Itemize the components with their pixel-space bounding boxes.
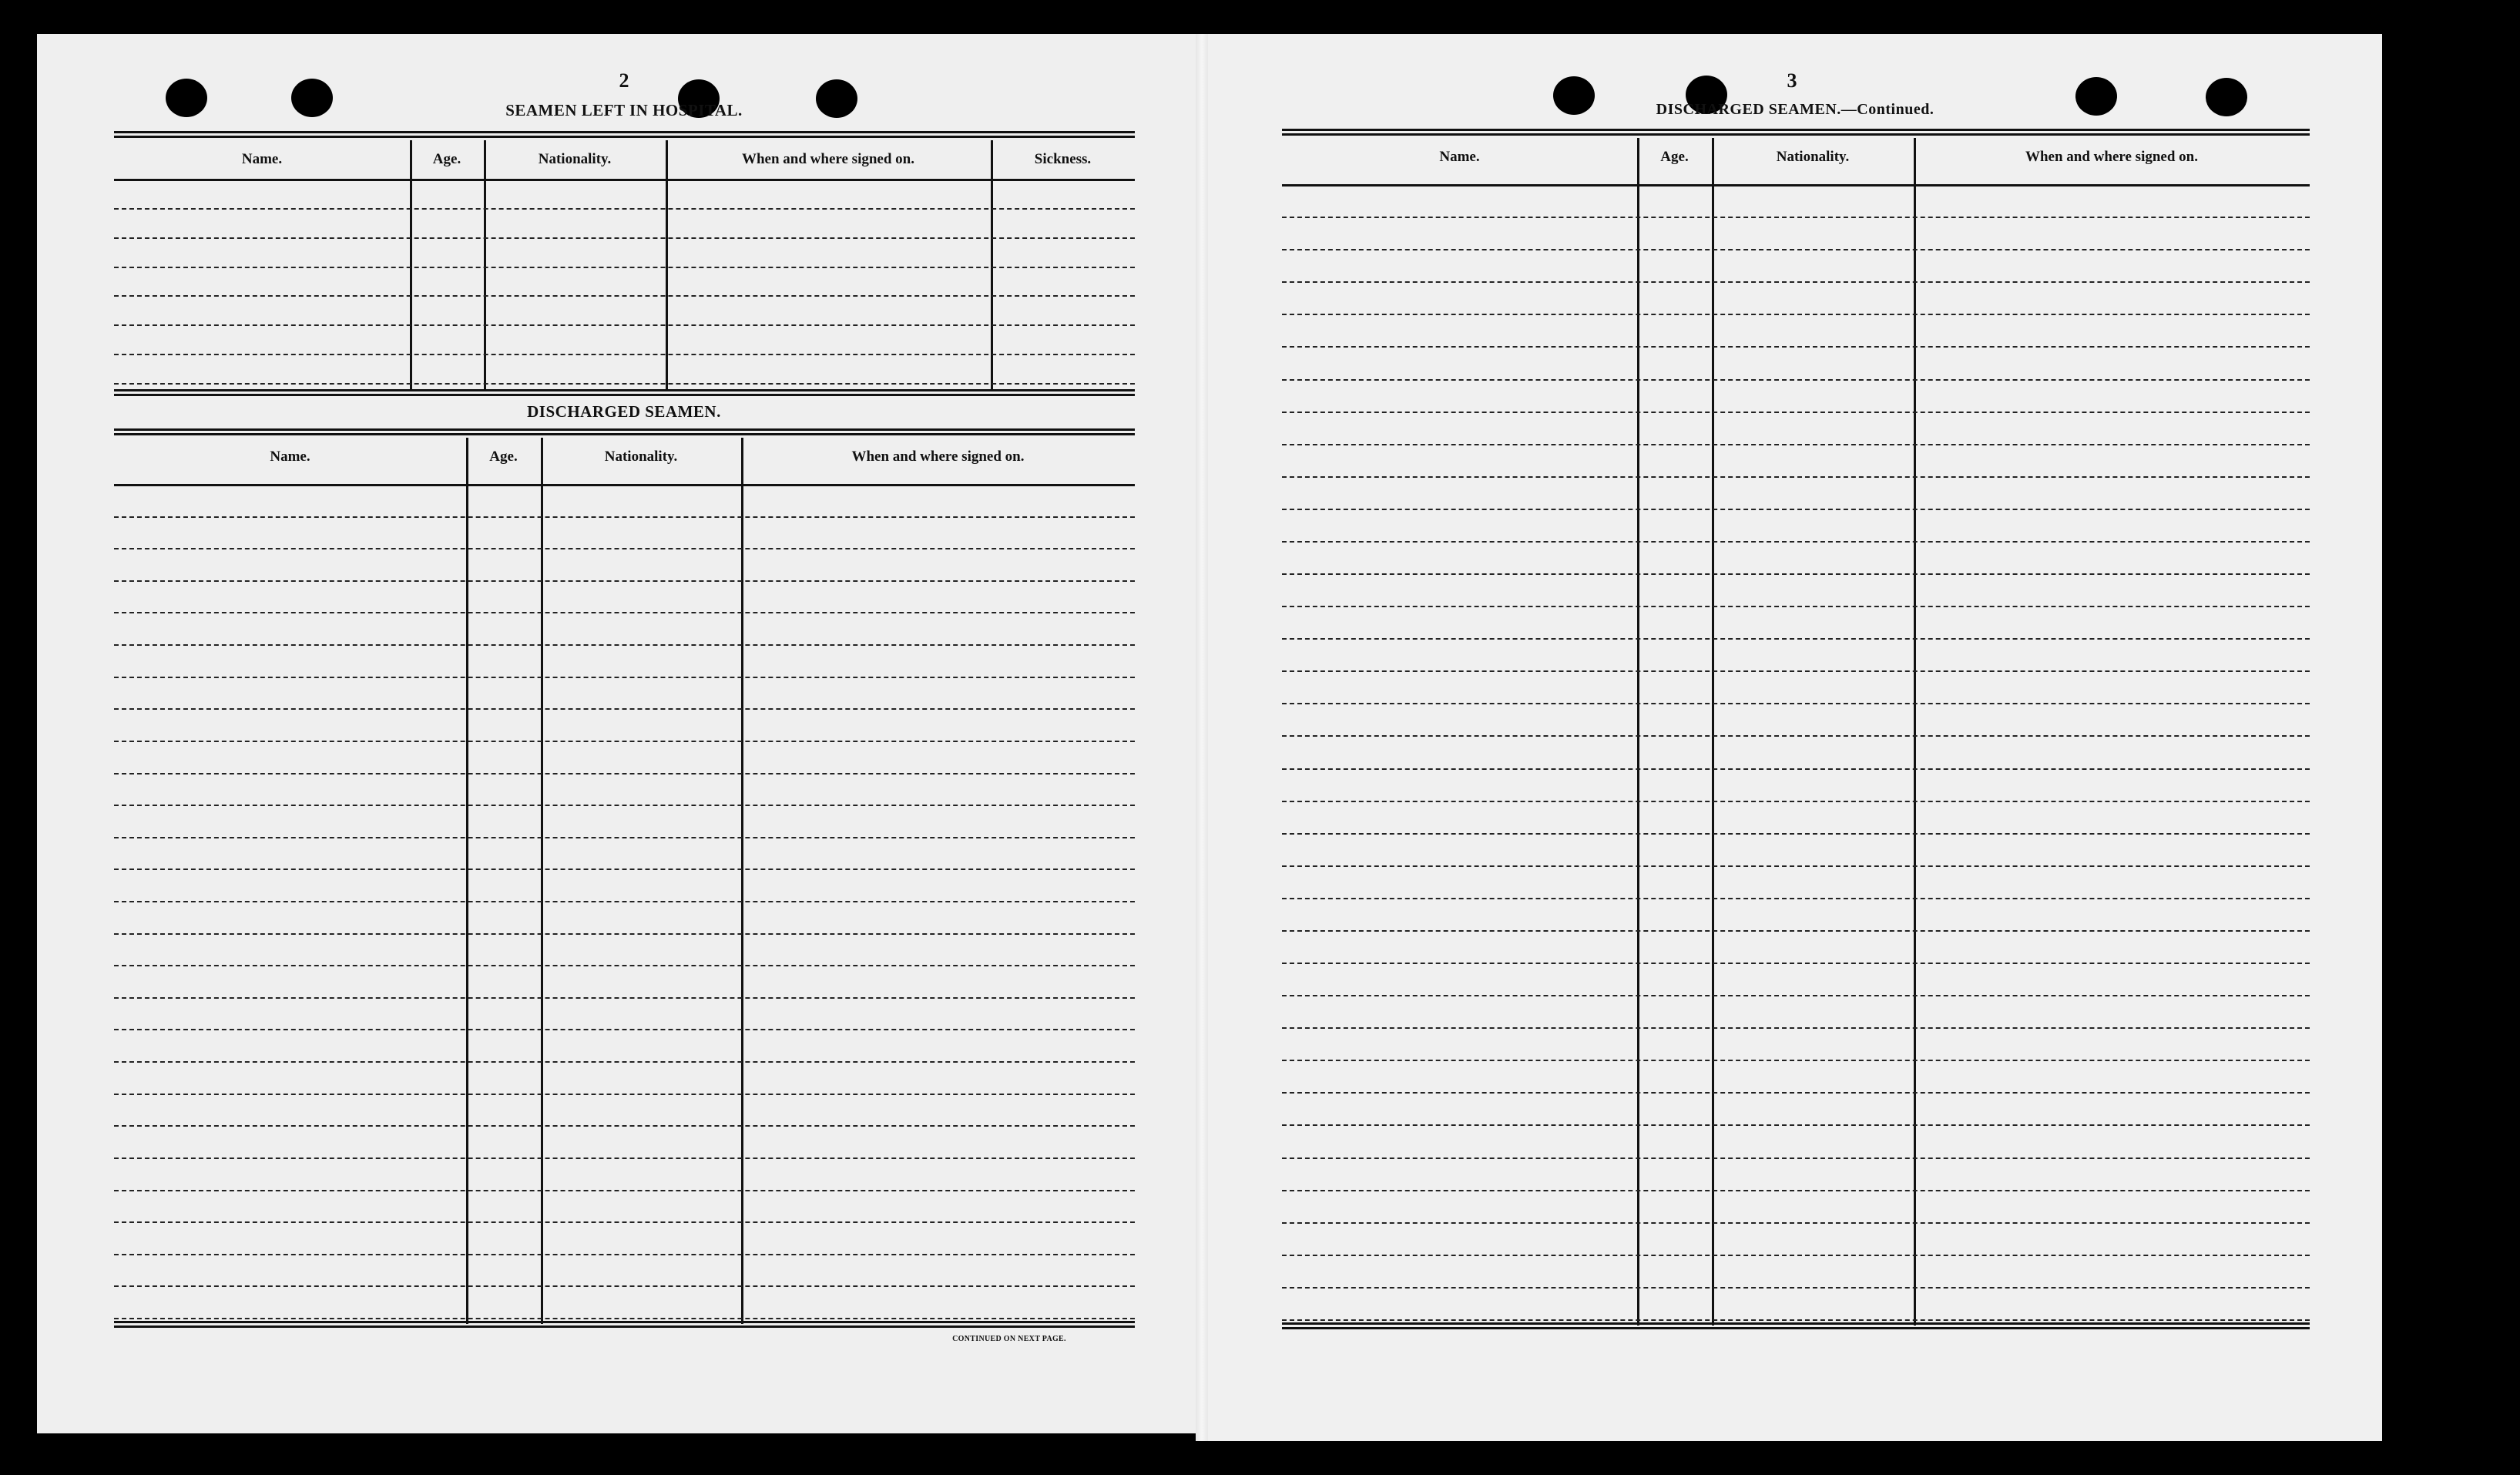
header-rule bbox=[114, 179, 1135, 181]
ruled-line bbox=[114, 997, 1135, 999]
ruled-line bbox=[1282, 1124, 2310, 1126]
column-header: Age. bbox=[489, 449, 518, 465]
ruled-line bbox=[1282, 573, 2310, 575]
discharged-continued-table bbox=[1282, 138, 2310, 1325]
ruled-line bbox=[1282, 865, 2310, 867]
ruled-line bbox=[1282, 735, 2310, 737]
hospital-table bbox=[114, 140, 1135, 389]
ruled-line bbox=[114, 1094, 1135, 1095]
column-header: Name. bbox=[1439, 149, 1480, 165]
discharged-top-rule bbox=[114, 428, 1135, 435]
ruled-line bbox=[114, 644, 1135, 646]
ruled-line bbox=[1282, 1092, 2310, 1094]
ruled-line bbox=[1282, 1060, 2310, 1061]
ruled-line bbox=[114, 1061, 1135, 1063]
ruled-line bbox=[114, 965, 1135, 966]
page-number-right: 3 bbox=[1787, 69, 1797, 92]
ruled-line bbox=[114, 1190, 1135, 1191]
ruled-line bbox=[114, 708, 1135, 710]
column-header: Age. bbox=[1660, 149, 1689, 165]
ruled-line bbox=[1282, 995, 2310, 996]
column-header: Nationality. bbox=[604, 449, 678, 465]
ruled-line bbox=[1282, 476, 2310, 478]
ruled-line bbox=[1282, 1319, 2310, 1321]
punch-hole bbox=[816, 79, 857, 118]
ruled-line bbox=[1282, 638, 2310, 640]
ruled-line bbox=[1282, 898, 2310, 899]
ruled-line bbox=[114, 1318, 1135, 1319]
column-divider bbox=[410, 140, 412, 389]
ruled-line bbox=[1282, 670, 2310, 672]
ruled-line bbox=[114, 267, 1135, 268]
discharged-bottom-rule bbox=[114, 1321, 1135, 1328]
column-header: Nationality. bbox=[538, 151, 612, 167]
hospital-top-rule bbox=[114, 131, 1135, 138]
column-header: Name. bbox=[270, 449, 310, 465]
ruled-line bbox=[114, 805, 1135, 806]
hospital-bottom-rule bbox=[114, 389, 1135, 396]
ruled-line bbox=[1282, 768, 2310, 770]
discharged-table bbox=[114, 438, 1135, 1324]
punch-hole bbox=[1553, 76, 1595, 115]
column-header: Age. bbox=[432, 151, 461, 167]
ruled-line bbox=[114, 1125, 1135, 1127]
continued-top-rule bbox=[1282, 129, 2310, 136]
discharged-section-title: DISCHARGED SEAMEN. bbox=[527, 402, 721, 421]
page-number-left: 2 bbox=[619, 69, 629, 92]
ruled-line bbox=[114, 324, 1135, 326]
ruled-line bbox=[114, 612, 1135, 613]
ruled-line bbox=[114, 837, 1135, 838]
ruled-line bbox=[1282, 606, 2310, 607]
ruled-line bbox=[1282, 1255, 2310, 1256]
column-divider bbox=[991, 140, 993, 389]
punch-hole bbox=[291, 79, 333, 117]
ruled-line bbox=[1282, 930, 2310, 932]
column-divider bbox=[1712, 138, 1714, 1325]
column-header: When and where signed on. bbox=[2025, 149, 2198, 165]
continued-note: CONTINUED ON NEXT PAGE. bbox=[952, 1335, 1066, 1343]
ruled-line bbox=[114, 516, 1135, 518]
ruled-line bbox=[114, 869, 1135, 870]
ruled-line bbox=[1282, 346, 2310, 348]
punch-hole bbox=[166, 79, 207, 117]
punch-hole bbox=[2075, 77, 2117, 116]
ruled-line bbox=[114, 1029, 1135, 1030]
ruled-line bbox=[114, 1221, 1135, 1223]
hospital-section-title: SEAMEN LEFT IN HOSPITAL. bbox=[505, 101, 743, 119]
ruled-line bbox=[1282, 379, 2310, 381]
ruled-line bbox=[1282, 412, 2310, 413]
ruled-line bbox=[1282, 509, 2310, 510]
column-header: Sickness. bbox=[1034, 151, 1092, 167]
header-rule bbox=[114, 484, 1135, 486]
ruled-line bbox=[1282, 249, 2310, 250]
ruled-line bbox=[1282, 963, 2310, 964]
ruled-line bbox=[114, 933, 1135, 935]
ruled-line bbox=[1282, 1157, 2310, 1159]
header-rule bbox=[1282, 184, 2310, 186]
ruled-line bbox=[114, 237, 1135, 239]
ruled-line bbox=[1282, 1287, 2310, 1289]
column-divider bbox=[1914, 138, 1916, 1325]
ruled-line bbox=[114, 741, 1135, 742]
continued-bottom-rule bbox=[1282, 1322, 2310, 1329]
ruled-line bbox=[1282, 444, 2310, 445]
column-divider bbox=[666, 140, 668, 389]
ruled-line bbox=[1282, 801, 2310, 802]
ruled-line bbox=[114, 773, 1135, 774]
ruled-line bbox=[1282, 281, 2310, 283]
column-header: Name. bbox=[241, 151, 283, 167]
ruled-line bbox=[114, 1254, 1135, 1255]
column-header: When and where signed on. bbox=[851, 449, 1025, 465]
ruled-line bbox=[114, 548, 1135, 549]
column-header: Nationality. bbox=[1776, 149, 1850, 165]
ruled-line bbox=[1282, 314, 2310, 315]
ruled-line bbox=[114, 1285, 1135, 1287]
discharged-continued-title: DISCHARGED SEAMEN.—Continued. bbox=[1656, 101, 1934, 118]
ruled-line bbox=[114, 1157, 1135, 1159]
ruled-line bbox=[114, 208, 1135, 210]
page-fold bbox=[1196, 34, 1208, 1441]
ruled-line bbox=[1282, 703, 2310, 704]
column-divider bbox=[484, 140, 486, 389]
ruled-line bbox=[114, 295, 1135, 297]
punch-hole bbox=[2206, 78, 2247, 116]
ruled-line bbox=[1282, 1222, 2310, 1224]
ruled-line bbox=[114, 677, 1135, 678]
ruled-line bbox=[114, 383, 1135, 385]
ruled-line bbox=[1282, 541, 2310, 543]
ruled-line bbox=[114, 901, 1135, 902]
ruled-line bbox=[1282, 1190, 2310, 1191]
ruled-line bbox=[114, 354, 1135, 355]
ruled-line bbox=[1282, 1027, 2310, 1029]
ruled-line bbox=[1282, 833, 2310, 835]
ruled-line bbox=[114, 580, 1135, 582]
ruled-line bbox=[1282, 217, 2310, 218]
column-header: When and where signed on. bbox=[741, 151, 914, 167]
column-divider bbox=[1637, 138, 1639, 1325]
